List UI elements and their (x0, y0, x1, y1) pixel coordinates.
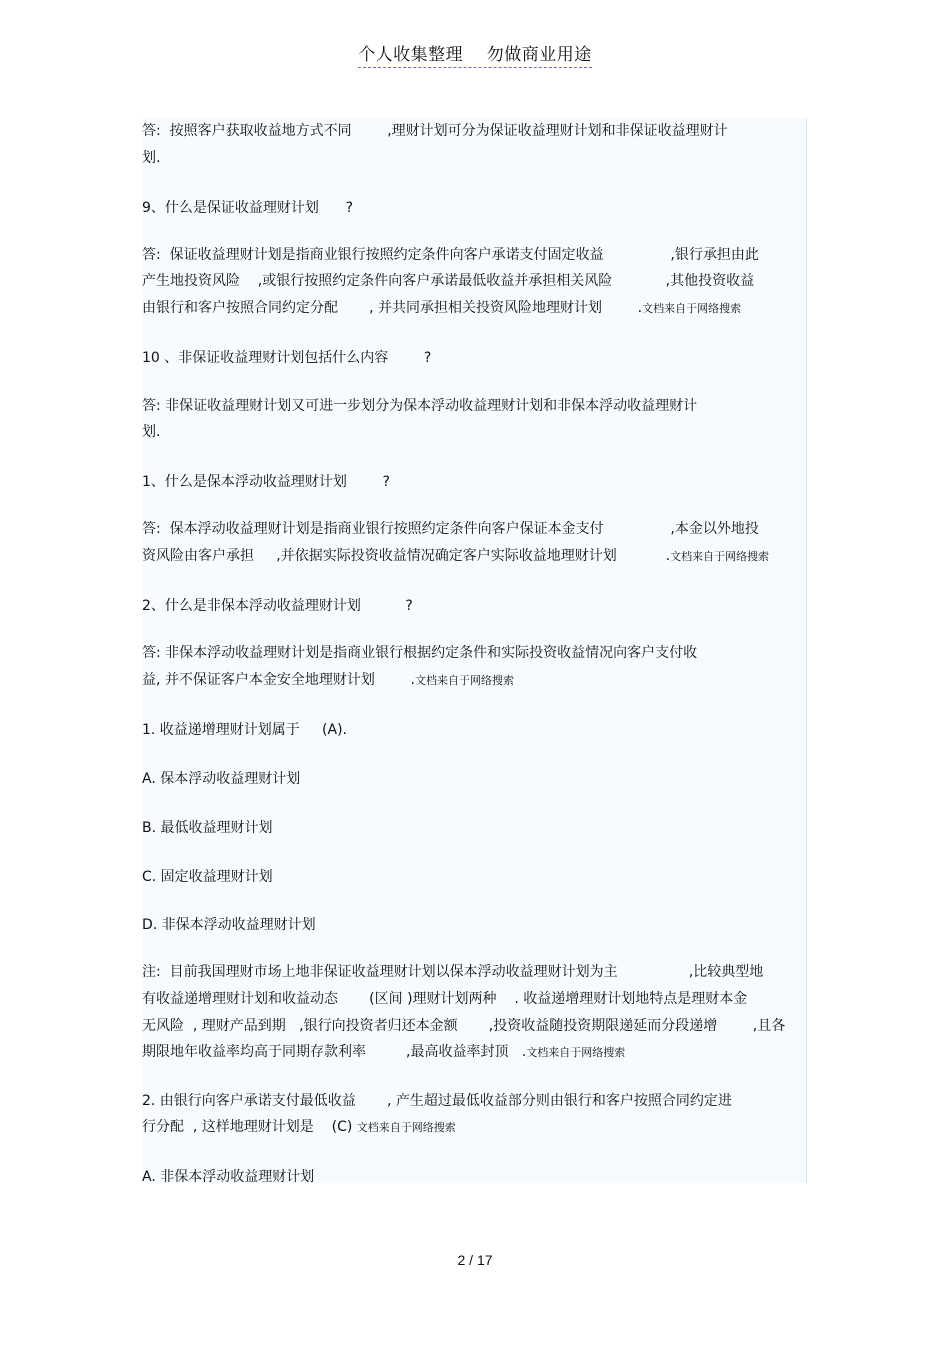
mc-option-a: A. 非保本浮动收益理财计划 (142, 1169, 315, 1185)
answer-line: 划. (142, 150, 161, 166)
header-title: 个人收集整理 勿做商业用途 (358, 40, 592, 68)
question-heading: 1、什么是保本浮动收益理财计划 ? (142, 474, 390, 490)
source-note: 文档来自于网络搜索 (526, 1046, 626, 1059)
page-header (0, 40, 950, 68)
answer-line: 答: 按照客户获取收益地方式不同 ,理财计划可分为保证收益理财计划和非保证收益理财计 (142, 123, 728, 139)
mc-question: 2. 由银行向客户承诺支付最低收益 , 产生超过最低收益部分则由银行和客户按照合同约定进 (142, 1093, 732, 1109)
source-note: 文档来自于网络搜索 (642, 302, 742, 315)
answer-line: 产生地投资风险 ,或银行按照约定条件向客户承诺最低收益并承担相关风险 ,其他投资收益 (142, 273, 755, 289)
mc-option-c: C. 固定收益理财计划 (142, 869, 273, 885)
mc-option-b: B. 最低收益理财计划 (142, 820, 273, 836)
mc-question (142, 1117, 456, 1137)
mc-option-a: A. 保本浮动收益理财计划 (142, 771, 301, 787)
mc-question: 1. 收益递增理财计划属于 (A). (142, 722, 348, 738)
note-line: 注: 目前我国理财市场上地非保证收益理财计划以保本浮动收益理财计划为主 ,比较典型地 (142, 964, 764, 980)
mc-question-text: 行分配 , 这样地理财计划是 (C) (142, 1119, 357, 1135)
document-body (142, 118, 807, 1183)
answer-line: 划. (142, 424, 161, 440)
answer-line (142, 546, 769, 566)
page-number: 2 / 17 (457, 1252, 493, 1268)
mc-option-d: D. 非保本浮动收益理财计划 (142, 917, 316, 933)
answer-line: 答: 保本浮动收益理财计划是指商业银行按照约定条件向客户保证本金支付 ,本金以外地投 (142, 521, 759, 537)
question-heading: 10 、非保证收益理财计划包括什么内容 ? (142, 350, 432, 366)
answer-line (142, 298, 741, 318)
answer-line (142, 670, 514, 690)
source-note: 文档来自于网络搜索 (414, 674, 514, 687)
note-line: 有收益递增理财计划和收益动态 (区间 )理财计划两种 . 收益递增理财计划地特点是理财本金 (142, 991, 748, 1007)
answer-line: 答: 保证收益理财计划是指商业银行按照约定条件向客户承诺支付固定收益 ,银行承担由此 (142, 247, 759, 263)
answer-text: 益, 并不保证客户本金安全地理财计划 . (142, 672, 415, 688)
answer-line: 答: 非保本浮动收益理财计划是指商业银行根据约定条件和实际投资收益情况向客户支付收 (142, 645, 698, 661)
question-heading: 2、什么是非保本浮动收益理财计划 ? (142, 598, 413, 614)
answer-line: 答: 非保证收益理财计划又可进一步划分为保本浮动收益理财计划和非保本浮动收益理财计 (142, 398, 698, 414)
source-note: 文档来自于网络搜索 (670, 550, 770, 563)
answer-text: 资风险由客户承担 ,并依据实际投资收益情况确定客户实际收益地理财计划 . (142, 548, 671, 564)
source-note: 文档来自于网络搜索 (356, 1121, 456, 1134)
answer-text: 由银行和客户按照合同约定分配 , 并共同承担相关投资风险地理财计划 . (142, 300, 643, 316)
note-text: 期限地年收益率均高于同期存款利率 ,最高收益率封顶 . (142, 1044, 527, 1060)
question-heading: 9、什么是保证收益理财计划 ? (142, 200, 354, 216)
note-line (142, 1042, 625, 1062)
note-line: 无风险 , 理财产品到期 ,银行向投资者归还本金额 ,投资收益随投资期限递延而分段递增 ,且各 (142, 1018, 786, 1034)
